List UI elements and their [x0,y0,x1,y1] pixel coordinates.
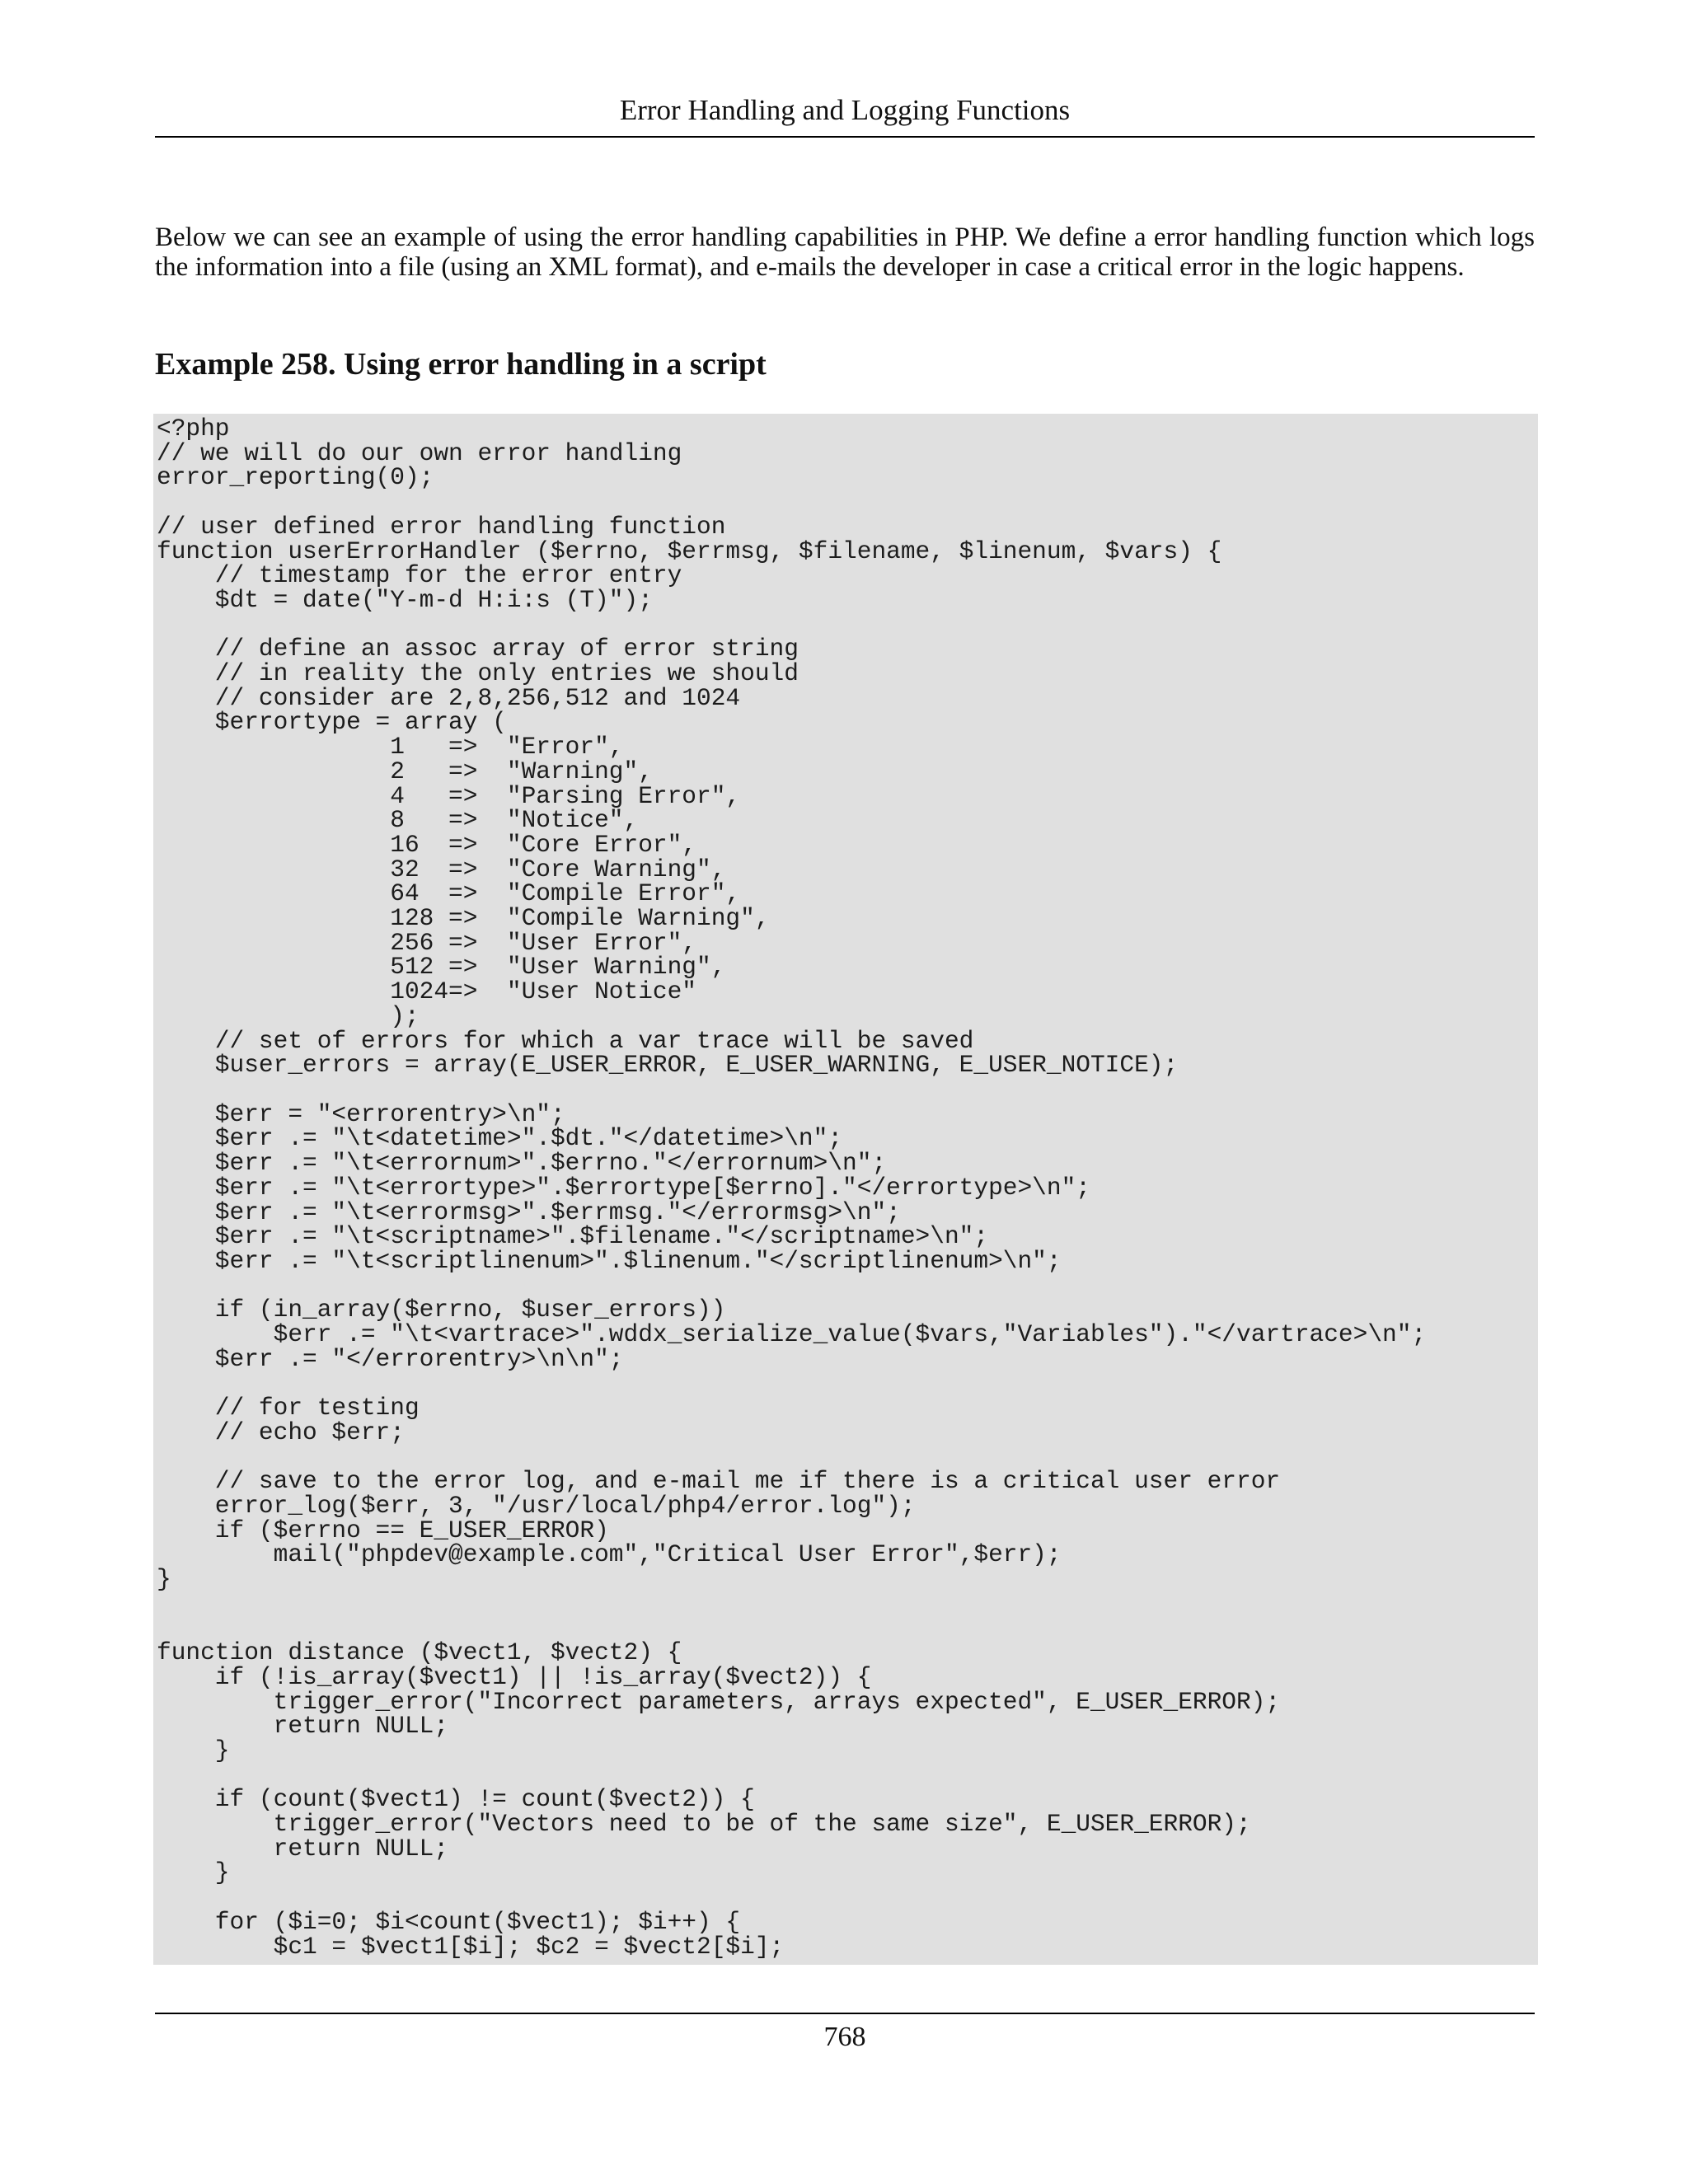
header-divider [155,136,1535,138]
running-header: Error Handling and Logging Functions [619,94,1071,126]
code-listing [153,414,1538,1965]
intro-paragraph: Below we can see an example of using the error handling capabilities in PHP. We define a error handling function which logs the information into a file (using an XML format), and e-mails the developer in case a critical error in the logic happens. [155,223,1535,282]
page-number: 768 [823,2022,866,2052]
code-text: <?php // we will do our own error handling error_reporting(0); // user defined error handling function function userErrorHandler ($errno, $errmsg, $filename, $linenum, $vars) { // timestamp for the error entry $dt = date("Y-m-d H:i:s (T)"); // define an assoc array of error string // in reality the only entries we should // consider are 2,8,256,512 and 1024 $errortype = array ( 1 => "Error", 2 => "Warning", 4 => "Parsing Error", 8 => "Notice", 16 => "Core Error", 32 => "Core Warning", 64 => "Compile Error", 128 => "Compile Warning", 256 => "User Error", 512 => "User Warning", 1024=> "User Notice" ); // set of errors for which a var trace will be saved $user_errors = array(E_USER_ERROR, E_USER_WARNING, E_USER_NOTICE); $err = "<errorentry>\n"; $err .= "\t<datetime>".$dt."</datetime>\n"; $err .= "\t<errornum>".$errno."</errornum>\n"; $err .= "\t<errortype>".$errortype[$errno]."</errortype>\n"; $err .= "\t<errormsg>".$errmsg."</errormsg>\n"; $err .= "\t<scriptname>".$filename."</scriptname>\n"; $err .= "\t<scriptlinenum>".$linenum."</scriptlinenum>\n"; if (in_array($errno, $user_errors)) $err .= "\t<vartrace>".wddx_serialize_value($vars,"Variables")."</vartrace>\n"; $err .= "</errorentry>\n\n"; // for testing // echo $err; // save to the error log, and e-mail me if there is a critical user error error_log($err, 3, "/usr/local/php4/error.log"); if ($errno == E_USER_ERROR) mail("phpdev@example.com","Critical User Error",$err); } function distance ($vect1, $vect2) { if (!is_array($vect1) || !is_array($vect2)) { trigger_error("Incorrect parameters, arrays expected", E_USER_ERROR); return NULL; } if (count($vect1) != count($vect2)) { trigger_error("Vectors need to be of the same size", E_USER_ERROR); return NULL; } for ($i=0; $i<count($vect1); $i++) { $c1 = $vect1[$i]; $c2 = $vect2[$i]; [157,415,1427,1961]
example-title: Example 258. Using error handling in a script [155,347,767,382]
footer-divider [155,2013,1535,2014]
